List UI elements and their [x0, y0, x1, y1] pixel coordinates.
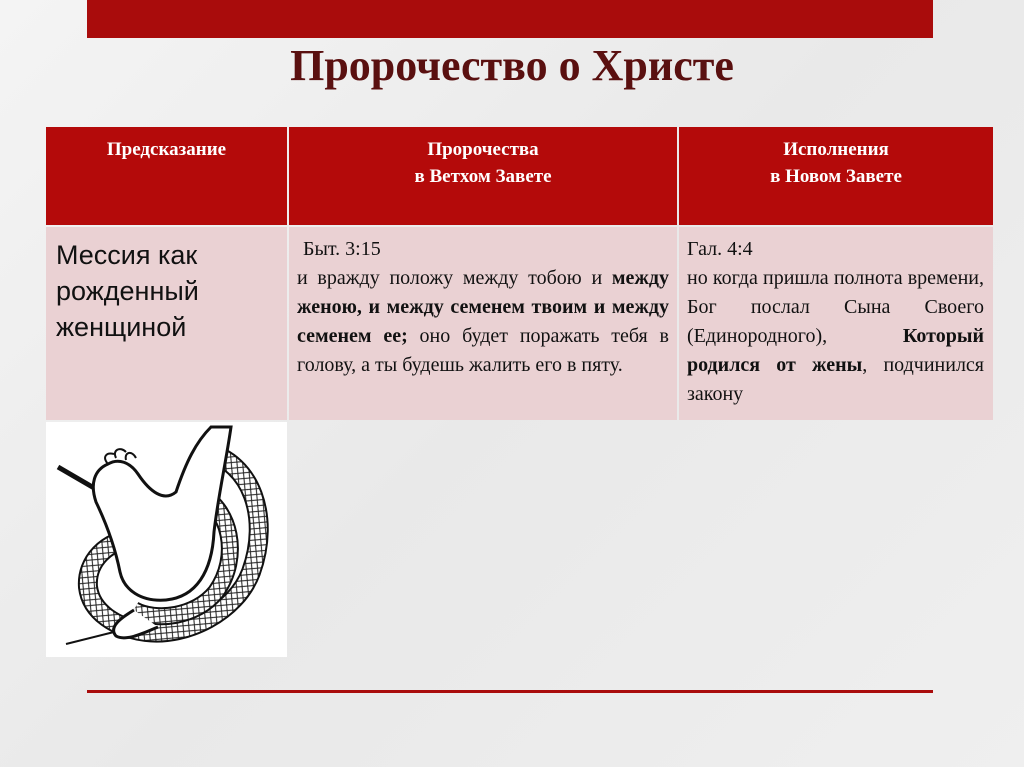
nt-text-part1: но когда пришла полнота времени, Бог послал Сына Своего (Единородного), [687, 267, 984, 347]
slide-title: Пророчество о Христе [290, 41, 734, 90]
cell-prediction [46, 227, 287, 420]
foot-crushing-serpent-icon [46, 422, 287, 657]
header-prediction [46, 127, 287, 225]
foot-serpent-image [46, 422, 287, 657]
header-ot-line1: Пророчества [427, 139, 539, 160]
prediction-text: Мессия как рожденный женщиной [56, 240, 199, 342]
top-accent-bar [87, 0, 933, 38]
header-prediction-label: Предсказание [106, 139, 227, 160]
header-nt-line2: в Новом Завете [770, 166, 902, 187]
ot-text-bold: между женою, и между семенем твоим и между семенем ее; [297, 267, 669, 347]
header-ot-line2: в Ветхом Завете [414, 166, 552, 187]
ot-text-part2: оно будет поражать тебя в голову, а ты будешь жалить его в пяту. [297, 325, 669, 376]
ot-reference: Быт. 3:15 [303, 238, 381, 260]
header-ot-prophecies [289, 127, 677, 225]
header-nt-line1: Исполнения [783, 139, 889, 160]
header-nt-fulfillments [679, 127, 993, 225]
ot-text-part1: и вражду положу между тобою и [297, 267, 612, 289]
nt-text-part2: , подчинился закону [687, 354, 985, 405]
nt-text-bold: Который родился от жены [687, 325, 984, 376]
cell-ot-prophecy [289, 227, 677, 420]
bottom-divider-line [87, 690, 933, 693]
nt-reference: Гал. 4:4 [687, 238, 753, 260]
cell-nt-fulfillment [679, 227, 993, 420]
